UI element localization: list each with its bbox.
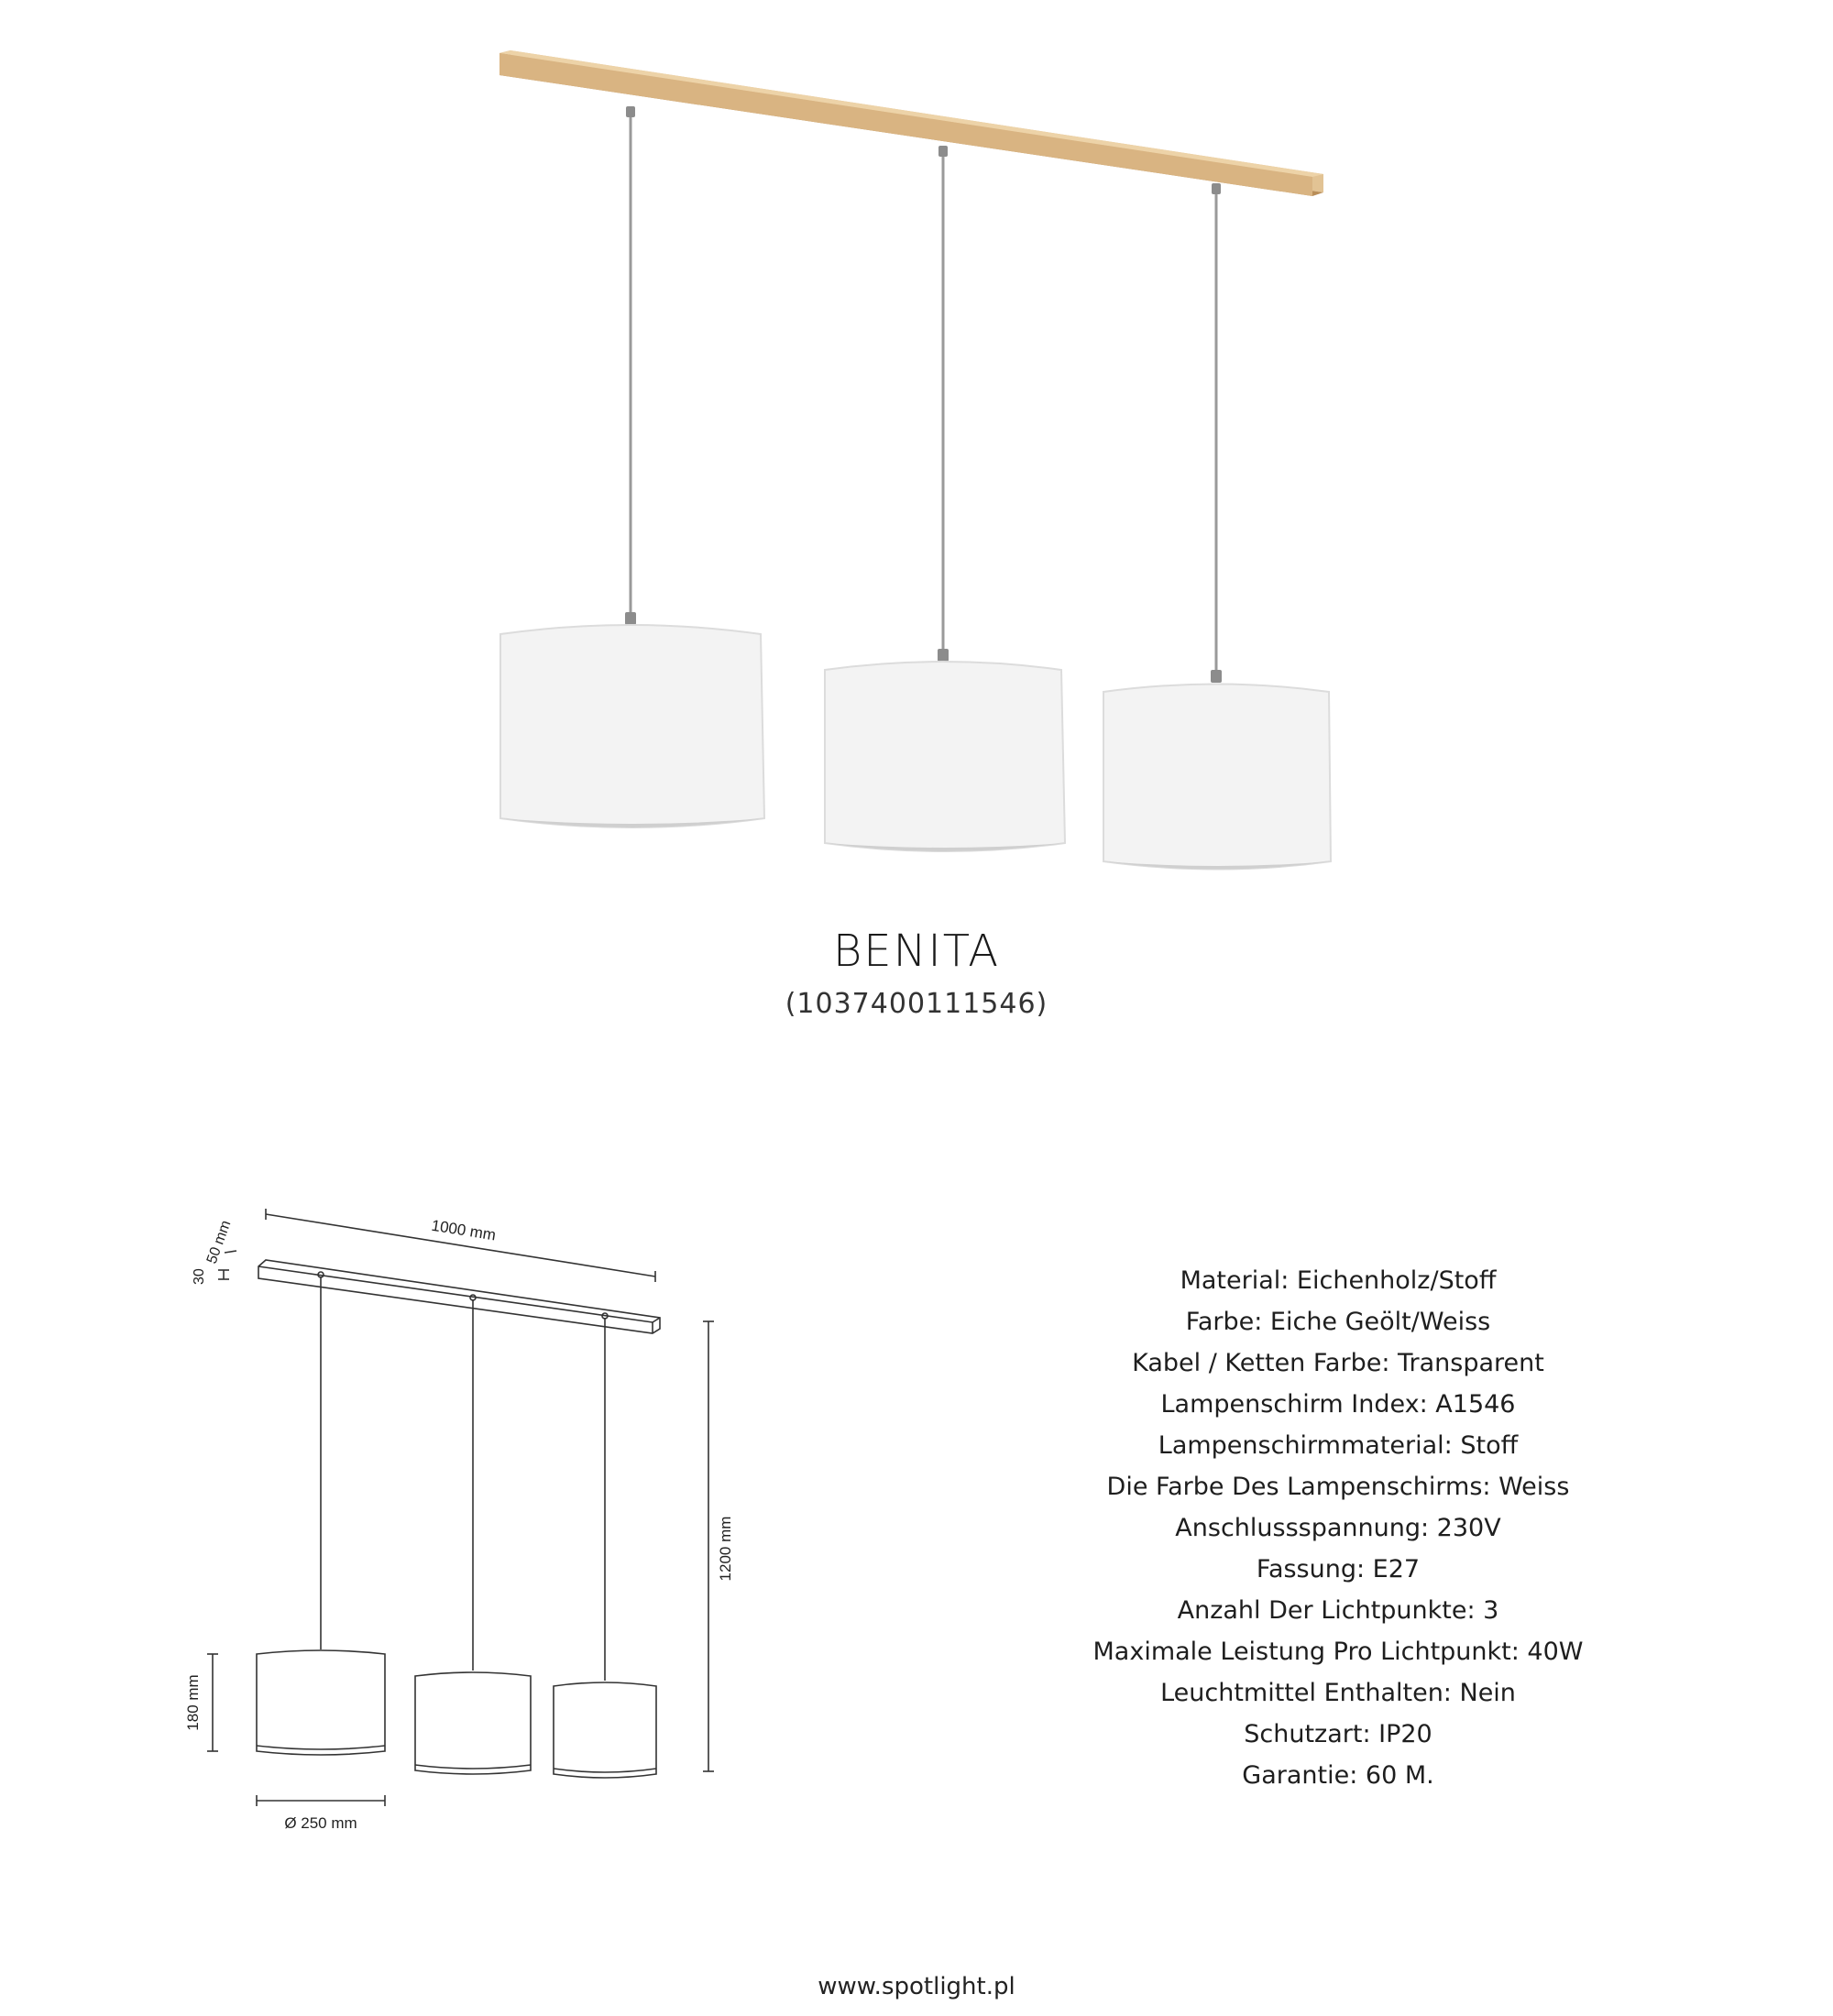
spec-item: Garantie: 60 M. <box>1242 1761 1434 1790</box>
spec-item: Schutzart: IP20 <box>1244 1720 1432 1748</box>
spec-item: Die Farbe Des Lampenschirms: Weiss <box>1106 1473 1570 1501</box>
lampshade-left <box>500 625 764 827</box>
lampshade-middle <box>825 662 1065 851</box>
spec-item: Lampenschirm Index: A1546 <box>1160 1390 1516 1419</box>
lampshade-right <box>1103 685 1331 870</box>
spec-item: Leuchtmittel Enthalten: Nein <box>1160 1679 1516 1707</box>
spec-item: Anzahl Der Lichtpunkte: 3 <box>1177 1596 1499 1625</box>
website-link[interactable]: www.spotlight.pl <box>818 1973 1015 2000</box>
spec-list <box>1008 1260 1668 1796</box>
product-photo <box>0 0 1833 880</box>
drawing-bar <box>258 1260 660 1333</box>
technical-drawing <box>174 1191 761 1851</box>
spec-item: Anschlussspannung: 230V <box>1175 1514 1501 1542</box>
cable-fittings <box>625 106 1222 683</box>
spec-item: Maximale Leistung Pro Lichtpunkt: 40W <box>1092 1638 1584 1666</box>
drawing-shade-left <box>257 1650 385 1755</box>
drop-dimension-label: 1200 mm <box>717 1516 734 1582</box>
drawing-shade-middle <box>415 1672 531 1774</box>
width-dimension-label: 1000 mm <box>430 1216 498 1244</box>
wooden-canopy <box>499 50 1323 196</box>
product-name: BENITA <box>832 926 1001 977</box>
shade-diameter-label: Ø 250 mm <box>284 1814 357 1832</box>
pendant-cables <box>631 112 1216 678</box>
depth-dimension-label: 50 mm <box>203 1218 235 1266</box>
spec-item: Kabel / Ketten Farbe: Transparent <box>1132 1349 1544 1377</box>
drawing-shade-right <box>554 1682 656 1778</box>
spec-item: Fassung: E27 <box>1256 1555 1421 1583</box>
height-dimension-label: 30 <box>192 1268 207 1285</box>
shade-height-label: 180 mm <box>184 1674 202 1731</box>
spec-item: Lampenschirmmaterial: Stoff <box>1158 1431 1519 1460</box>
product-code: (1037400111546) <box>785 988 1048 1020</box>
spec-item: Material: Eichenholz/Stoff <box>1180 1266 1497 1295</box>
spec-item: Farbe: Eiche Geölt/Weiss <box>1185 1308 1491 1336</box>
